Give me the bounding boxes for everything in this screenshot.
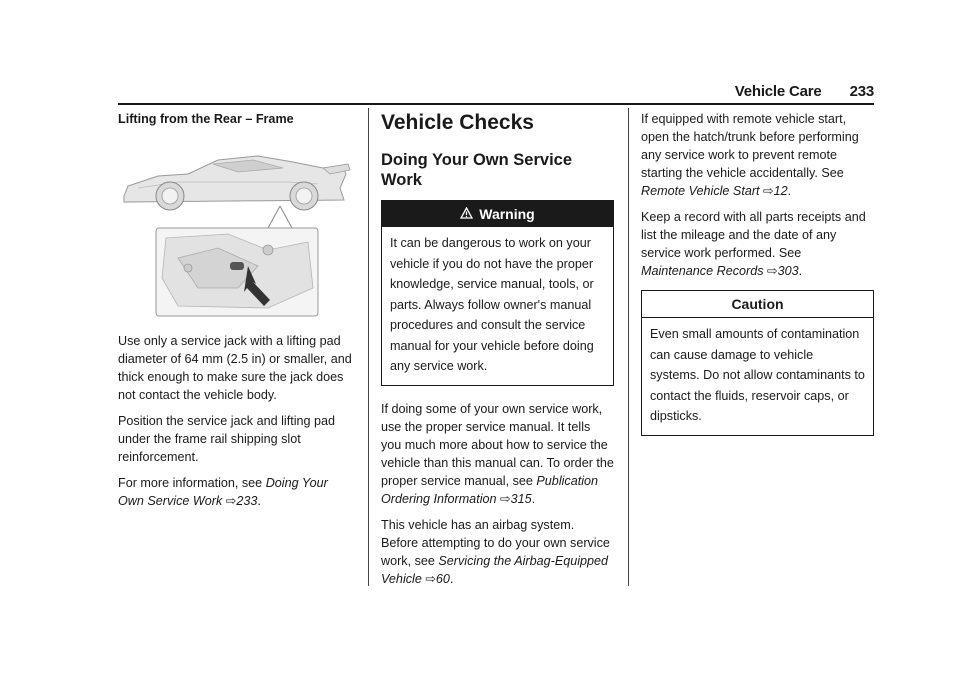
- ref-page[interactable]: 60: [435, 571, 450, 586]
- page-header: [118, 80, 874, 102]
- cross-reference-link[interactable]: Servicing the Airbag-Equipped Vehicle: [381, 553, 609, 586]
- column-divider: [368, 108, 369, 586]
- ref-arrow-icon: ⇨: [500, 491, 511, 506]
- section-heading: Vehicle Checks: [381, 111, 534, 134]
- paragraph: Position the service jack and lifting pad under the frame rail shipping slot reinforcement.: [118, 414, 336, 464]
- ref-page[interactable]: 303: [777, 264, 799, 278]
- subheading: Lifting from the Rear – Frame: [118, 112, 294, 126]
- lift-slot: [230, 262, 244, 270]
- paragraph: If doing some of your own service work, use the proper service manual. It tells you much more about how to service the vehicle than this manual can. To order the proper service manual, see Publication Ordering Information ⇨315.: [381, 401, 614, 506]
- car-illustration-svg: [118, 138, 353, 318]
- cross-reference-link[interactable]: Maintenance Records: [641, 264, 764, 278]
- caution-box: [641, 290, 874, 436]
- warning-text: It can be dangerous to work on your vehicle if you do not have the proper knowledge, service manual, tools, or parts. Always follow owner's manual procedures and consult the service manual for your vehicle before doing any service work.: [390, 236, 594, 373]
- column-right: [641, 110, 874, 450]
- warning-triangle-icon: [460, 202, 473, 228]
- paragraph: This vehicle has an airbag system. Before attempting to do your own service work, see Servicing the Airbag-Equipped Vehicle ⇨60.: [381, 517, 610, 586]
- ref-arrow-icon: ⇨: [767, 264, 778, 278]
- paragraph: Use only a service jack with a lifting pad diameter of 64 mm (2.5 in) or smaller, and thick enough to make sure the jack does not contact the vehicle body.: [118, 334, 352, 402]
- caution-text: Even small amounts of contamination can cause damage to vehicle systems. Do not allow contaminants to contact the fluids, reservoir caps, or dipsticks.: [650, 327, 865, 423]
- column-left: [118, 110, 356, 518]
- header-rule: [118, 103, 874, 105]
- ref-arrow-icon: ⇨: [763, 184, 774, 198]
- ref-page[interactable]: 315: [510, 491, 532, 506]
- section-title: Vehicle Care: [734, 82, 822, 100]
- warning-header: [382, 201, 613, 227]
- caution-header: Caution: [642, 291, 873, 318]
- paragraph: Keep a record with all parts receipts and list the mileage and the date of any service work performed. See Maintenance Records ⇨303.: [641, 210, 866, 278]
- cross-reference-link[interactable]: Doing Your Own Service Work: [118, 476, 328, 508]
- paragraph: For more information, see Doing Your Own Service Work ⇨233.: [118, 476, 328, 508]
- ref-arrow-icon: ⇨: [225, 494, 237, 508]
- cross-reference-link[interactable]: Publication Ordering Information: [381, 473, 599, 506]
- ref-arrow-icon: ⇨: [425, 571, 436, 586]
- column-middle: [381, 110, 614, 596]
- page-number: 233: [849, 82, 874, 100]
- ref-page[interactable]: 12: [773, 184, 788, 198]
- warning-box: [381, 200, 614, 386]
- cross-reference-link[interactable]: Remote Vehicle Start: [641, 184, 760, 198]
- car-icon: [124, 156, 350, 210]
- warning-label: Warning: [479, 206, 535, 222]
- ref-page[interactable]: 233: [236, 494, 258, 508]
- car-lift-point-illustration: [118, 138, 323, 318]
- paragraph: If equipped with remote vehicle start, open the hatch/trunk before performing any service work to prevent remote starting the vehicle accidentally. See Remote Vehicle Start ⇨12.: [641, 112, 859, 198]
- subsection-heading: Doing Your Own Service Work: [381, 151, 573, 189]
- column-divider: [628, 108, 629, 586]
